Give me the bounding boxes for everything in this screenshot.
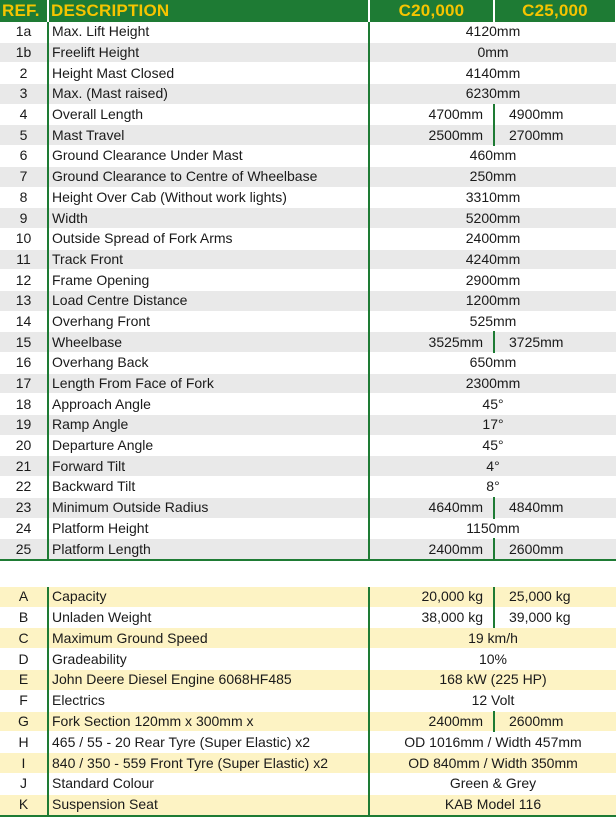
row-value-model-a: 4640mm: [369, 497, 494, 518]
table-row: [0, 208, 616, 229]
table-row: [0, 353, 616, 374]
row-value: 1200mm: [369, 290, 616, 311]
row-value: 1150mm: [369, 518, 616, 539]
row-ref: 13: [0, 290, 48, 311]
row-ref: J: [0, 774, 48, 795]
table-row: [0, 125, 616, 146]
row-ref: 18: [0, 394, 48, 415]
row-ref: 25: [0, 539, 48, 560]
table-row: [0, 774, 616, 795]
row-description: Minimum Outside Radius: [48, 497, 369, 518]
row-value: 650mm: [369, 353, 616, 374]
table-row: [0, 690, 616, 711]
row-description: Height Mast Closed: [48, 63, 369, 84]
dimensions-body: [0, 22, 616, 560]
row-value: 168 kW (225 HP): [369, 670, 616, 691]
row-value-model-a: 2400mm: [369, 711, 494, 732]
row-ref: 16: [0, 353, 48, 374]
row-value: OD 840mm / Width 350mm: [369, 753, 616, 774]
row-ref: 8: [0, 187, 48, 208]
row-ref: G: [0, 711, 48, 732]
row-description: Backward Tilt: [48, 477, 369, 498]
row-value-model-b: 2700mm: [494, 125, 616, 146]
row-value: 6230mm: [369, 84, 616, 105]
table-row: [0, 42, 616, 63]
row-description: 840 / 350 - 559 Front Tyre (Super Elastic) x2: [48, 753, 369, 774]
row-ref: K: [0, 794, 48, 815]
table-row: [0, 394, 616, 415]
row-ref: 19: [0, 415, 48, 436]
row-value: Green & Grey: [369, 774, 616, 795]
table-row: [0, 753, 616, 774]
row-description: Electrics: [48, 690, 369, 711]
table-row: [0, 456, 616, 477]
row-value-model-a: 3525mm: [369, 332, 494, 353]
header-model-b: C25,000: [494, 0, 616, 22]
row-description: Overhang Front: [48, 311, 369, 332]
table-row: [0, 84, 616, 105]
row-ref: B: [0, 607, 48, 628]
row-value: 250mm: [369, 166, 616, 187]
row-value: 8°: [369, 477, 616, 498]
row-value: 2900mm: [369, 270, 616, 291]
row-ref: 17: [0, 373, 48, 394]
row-ref: 22: [0, 477, 48, 498]
row-ref: D: [0, 649, 48, 670]
row-ref: E: [0, 670, 48, 691]
row-value-model-a: 38,000 kg: [369, 607, 494, 628]
table-row: [0, 166, 616, 187]
table-row: [0, 435, 616, 456]
row-value: 4°: [369, 456, 616, 477]
row-value-model-b: 3725mm: [494, 332, 616, 353]
header-description: DESCRIPTION: [48, 0, 369, 22]
row-description: Max. Lift Height: [48, 22, 369, 42]
row-value-model-a: 2400mm: [369, 539, 494, 560]
row-ref: 20: [0, 435, 48, 456]
table-row: [0, 794, 616, 815]
row-description: Gradeability: [48, 649, 369, 670]
row-ref: 21: [0, 456, 48, 477]
table-row: [0, 228, 616, 249]
table-row: [0, 146, 616, 167]
specifications-body: [0, 587, 616, 816]
row-description: Unladen Weight: [48, 607, 369, 628]
row-description: Departure Angle: [48, 435, 369, 456]
row-description: Mast Travel: [48, 125, 369, 146]
row-value: 525mm: [369, 311, 616, 332]
table-row: [0, 607, 616, 628]
row-ref: 2: [0, 63, 48, 84]
row-description: Platform Height: [48, 518, 369, 539]
table-row: [0, 518, 616, 539]
row-description: Max. (Mast raised): [48, 84, 369, 105]
row-value: 3310mm: [369, 187, 616, 208]
row-description: Track Front: [48, 249, 369, 270]
row-description: John Deere Diesel Engine 6068HF485: [48, 670, 369, 691]
row-value-model-a: 20,000 kg: [369, 587, 494, 607]
row-value: 19 km/h: [369, 628, 616, 649]
row-description: Suspension Seat: [48, 794, 369, 815]
row-ref: 9: [0, 208, 48, 229]
row-description: Approach Angle: [48, 394, 369, 415]
table-row: [0, 732, 616, 753]
table-row: [0, 332, 616, 353]
row-value: 45°: [369, 435, 616, 456]
table-row: [0, 587, 616, 607]
row-description: Platform Length: [48, 539, 369, 560]
table-row: [0, 290, 616, 311]
section-gap: [0, 561, 616, 587]
row-value-model-b: 2600mm: [494, 539, 616, 560]
row-ref: H: [0, 732, 48, 753]
row-value: 0mm: [369, 42, 616, 63]
table-row: [0, 63, 616, 84]
row-description: Standard Colour: [48, 774, 369, 795]
row-value: 2400mm: [369, 228, 616, 249]
table-row: [0, 22, 616, 42]
row-ref: F: [0, 690, 48, 711]
row-value: 4120mm: [369, 22, 616, 42]
table-row: [0, 187, 616, 208]
row-ref: 4: [0, 104, 48, 125]
table-row: [0, 477, 616, 498]
row-ref: 10: [0, 228, 48, 249]
row-description: 465 / 55 - 20 Rear Tyre (Super Elastic) x2: [48, 732, 369, 753]
row-value-model-b: 4900mm: [494, 104, 616, 125]
table-row: [0, 649, 616, 670]
row-ref: 14: [0, 311, 48, 332]
table-row: [0, 311, 616, 332]
table-header: [0, 0, 616, 22]
row-value: 4140mm: [369, 63, 616, 84]
row-description: Outside Spread of Fork Arms: [48, 228, 369, 249]
row-description: Maximum Ground Speed: [48, 628, 369, 649]
row-value: 460mm: [369, 146, 616, 167]
row-ref: 12: [0, 270, 48, 291]
row-description: Width: [48, 208, 369, 229]
row-description: Ground Clearance to Centre of Wheelbase: [48, 166, 369, 187]
table-row: [0, 711, 616, 732]
row-value: 4240mm: [369, 249, 616, 270]
row-description: Overhang Back: [48, 353, 369, 374]
row-description: Freelift Height: [48, 42, 369, 63]
row-ref: 23: [0, 497, 48, 518]
row-ref: I: [0, 753, 48, 774]
row-ref: 6: [0, 146, 48, 167]
row-value: 12 Volt: [369, 690, 616, 711]
row-ref: 15: [0, 332, 48, 353]
header-model-a: C20,000: [369, 0, 494, 22]
table-row: [0, 539, 616, 560]
row-ref: 11: [0, 249, 48, 270]
row-description: Fork Section 120mm x 300mm x: [48, 711, 369, 732]
table-row: [0, 497, 616, 518]
row-description: Ramp Angle: [48, 415, 369, 436]
row-description: Forward Tilt: [48, 456, 369, 477]
table-row: [0, 415, 616, 436]
table-row: [0, 670, 616, 691]
table-row: [0, 270, 616, 291]
row-description: Ground Clearance Under Mast: [48, 146, 369, 167]
table-row: [0, 628, 616, 649]
row-value-model-a: 2500mm: [369, 125, 494, 146]
row-value: 45°: [369, 394, 616, 415]
row-description: Capacity: [48, 587, 369, 607]
row-value: OD 1016mm / Width 457mm: [369, 732, 616, 753]
row-value-model-b: 25,000 kg: [494, 587, 616, 607]
row-value-model-b: 4840mm: [494, 497, 616, 518]
table-row: [0, 249, 616, 270]
row-value: KAB Model 116: [369, 794, 616, 815]
row-ref: 3: [0, 84, 48, 105]
header-ref: REF.: [0, 0, 48, 22]
row-value: 10%: [369, 649, 616, 670]
row-ref: A: [0, 587, 48, 607]
specifications-table: [0, 587, 616, 817]
row-ref: 24: [0, 518, 48, 539]
row-value-model-a: 4700mm: [369, 104, 494, 125]
row-description: Overall Length: [48, 104, 369, 125]
row-value-model-b: 39,000 kg: [494, 607, 616, 628]
row-ref: C: [0, 628, 48, 649]
row-description: Frame Opening: [48, 270, 369, 291]
row-ref: 1a: [0, 22, 48, 42]
row-description: Wheelbase: [48, 332, 369, 353]
table-row: [0, 373, 616, 394]
row-description: Length From Face of Fork: [48, 373, 369, 394]
row-description: Height Over Cab (Without work lights): [48, 187, 369, 208]
row-value: 2300mm: [369, 373, 616, 394]
row-ref: 1b: [0, 42, 48, 63]
row-ref: 7: [0, 166, 48, 187]
row-value-model-b: 2600mm: [494, 711, 616, 732]
row-value: 17°: [369, 415, 616, 436]
row-description: Load Centre Distance: [48, 290, 369, 311]
row-value: 5200mm: [369, 208, 616, 229]
row-ref: 5: [0, 125, 48, 146]
table-row: [0, 104, 616, 125]
